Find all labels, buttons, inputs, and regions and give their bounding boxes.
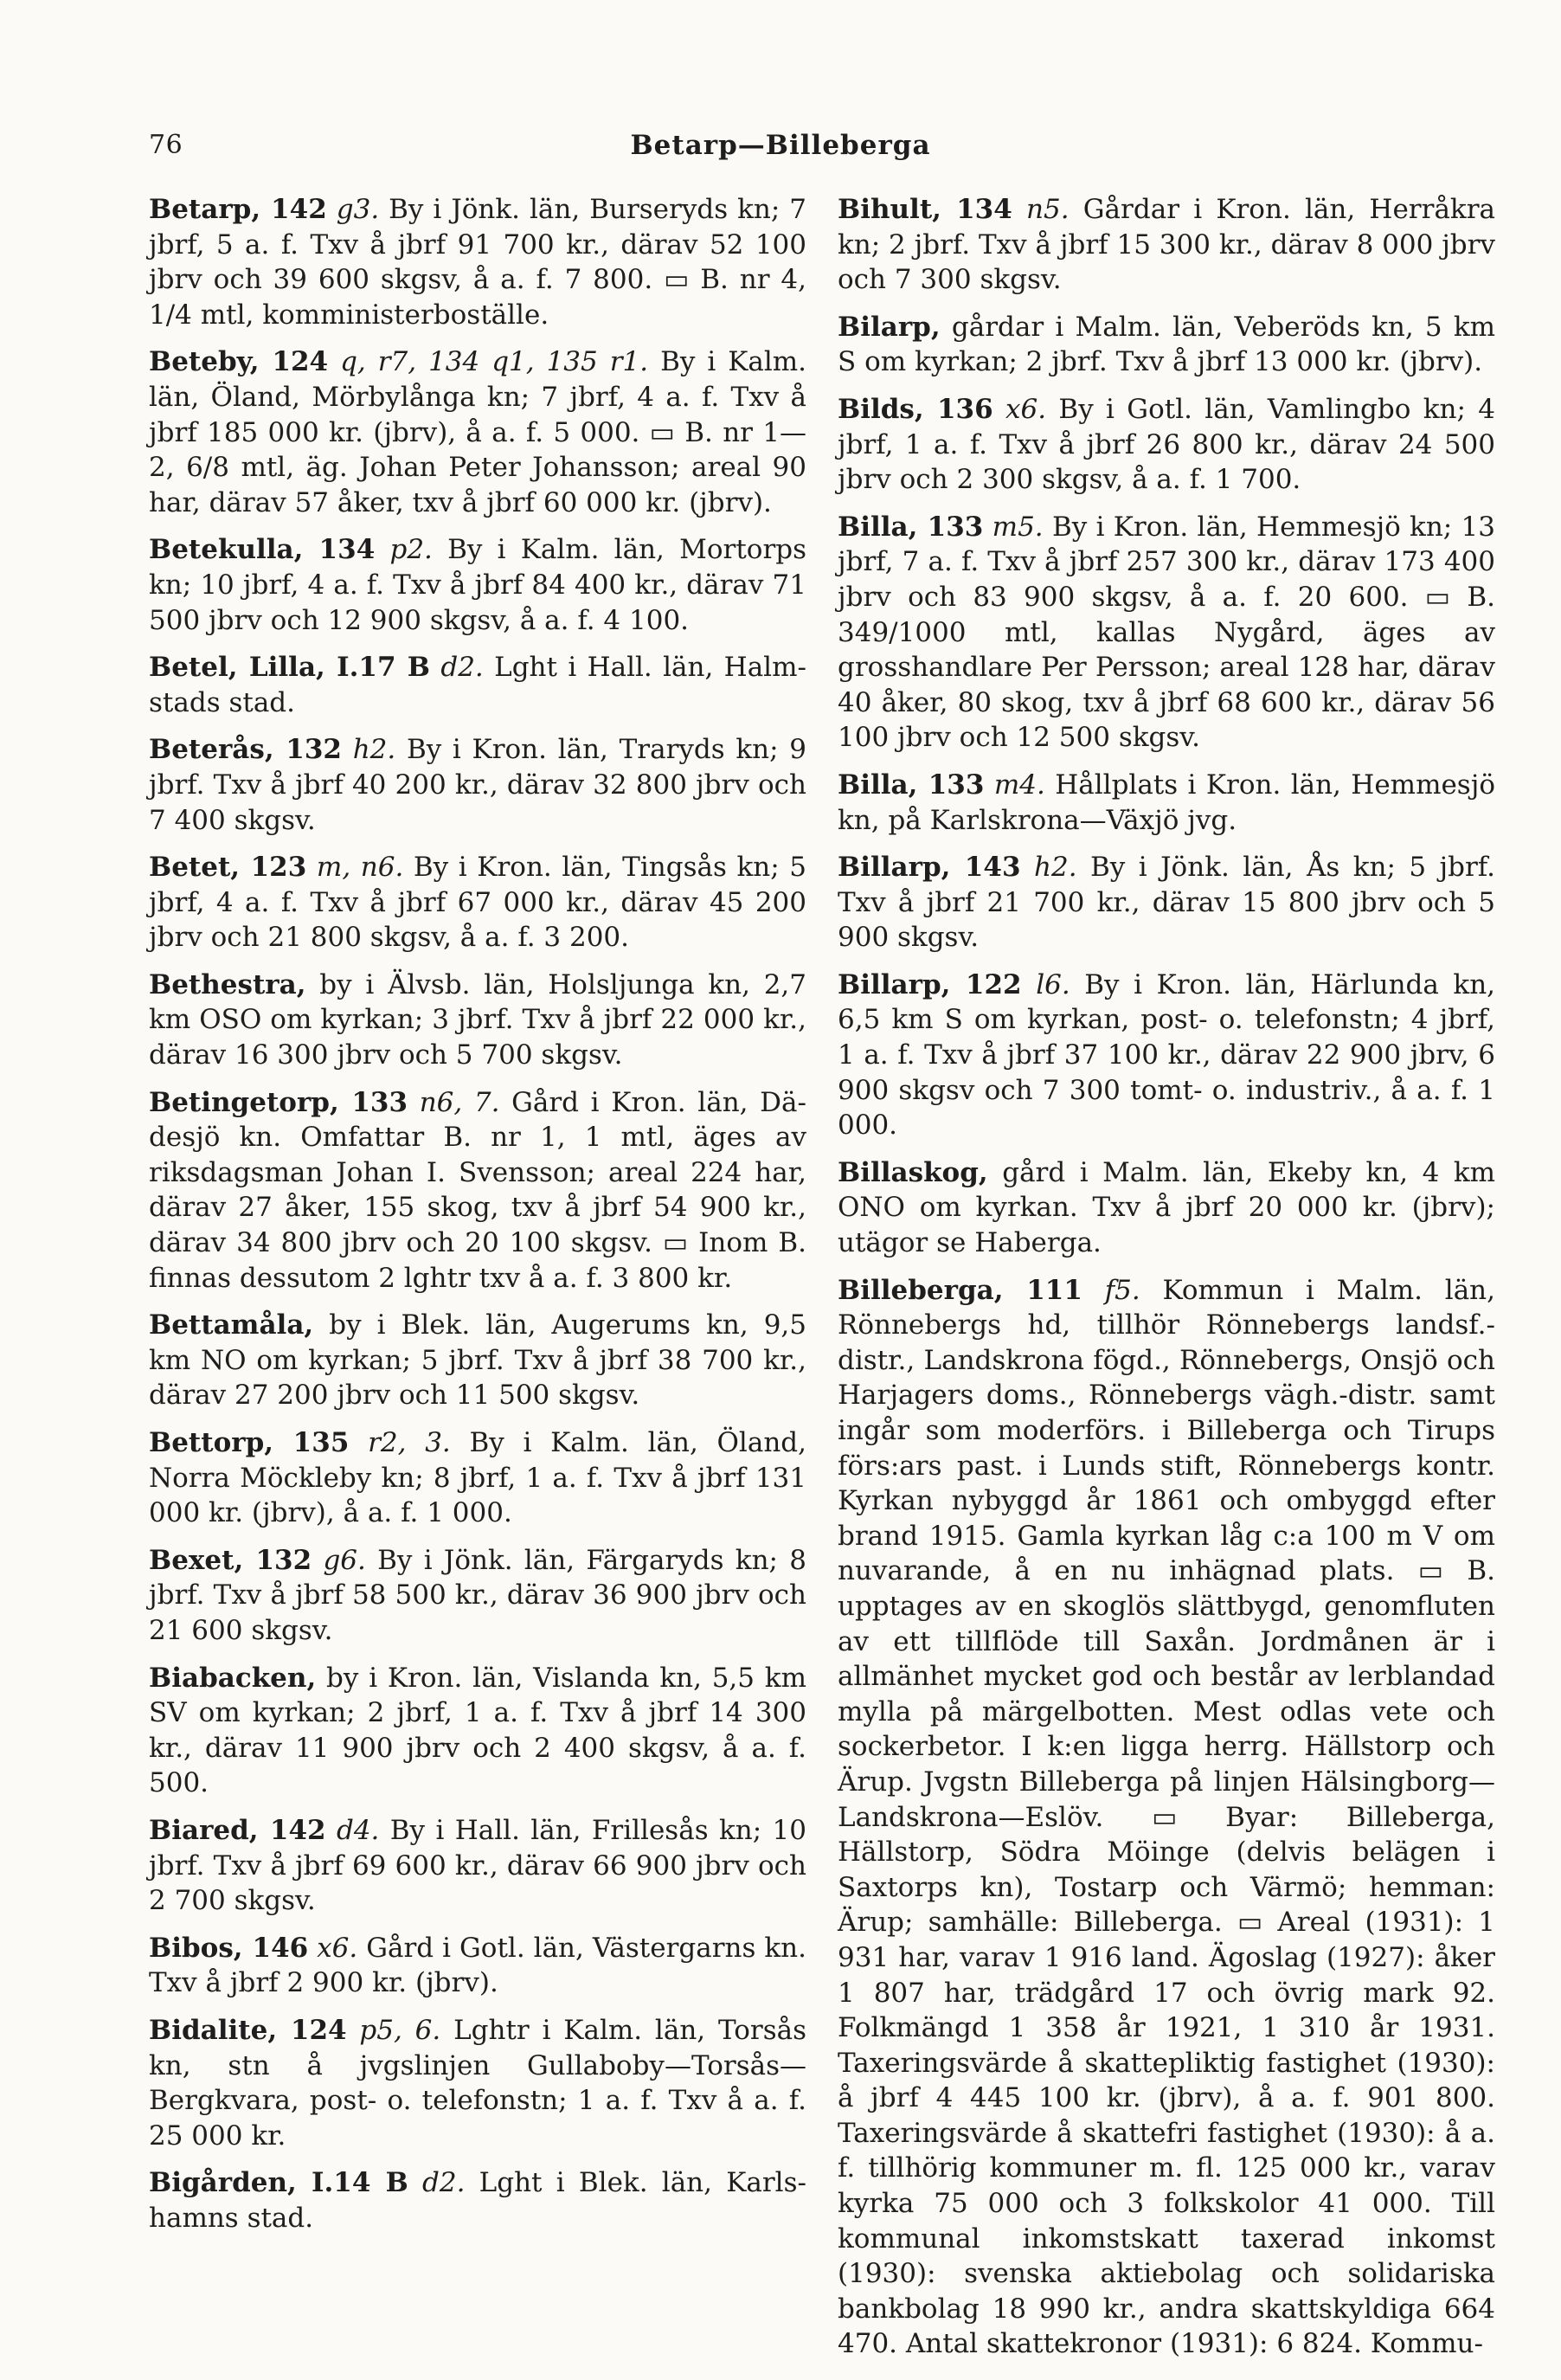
entry-map-reference: x6.	[317, 1932, 358, 1964]
entry-text: By i Jönk. län, Ås kn; 5 jbrf. Txv å jbrf 21 700 kr., därav 15 800 jbrv och 5 900 skgsv.	[838, 852, 1496, 954]
entry-map-reference: f5.	[1104, 1274, 1140, 1306]
dictionary-entry	[838, 968, 1495, 1143]
entry-text: By i Kron. län, Traryds kn; 9 jbrf. Txv å jbrf 40 200 kr., därav 32 800 jbrv och 7 400 skgsv.	[149, 734, 806, 836]
dictionary-entry	[149, 344, 806, 520]
entry-text: By i Kron. län, Hemmesjö kn; 13 jbrf, 7 a. f. Txv å jbrf 257 300 kr., därav 173 400 jbrv och 83 900 skgsv, å a. f. 20 600. ▭ B. 349/1000 mtl, kallas Nygård, äges av grosshandlare Per Persson; areal 128 har, därav 40 åker, 80 skog, txv å jbrf 68 600 kr., därav 56 100 jbrv och 12 500 skgsv.	[838, 511, 1495, 754]
dictionary-entry	[149, 1425, 806, 1531]
entry-map-reference: h2.	[1034, 852, 1077, 884]
dictionary-entry	[149, 532, 806, 638]
entry-text: By i Gotl. län, Vamlingbo kn; 4 jbrf, 1 a. f. Txv å jbrf 26 800 kr., därav 24 500 jbrv och 2 300 skgsv, å a. f. 1 700.	[838, 393, 1496, 496]
entry-headword: Bibos, 146	[149, 1932, 309, 1964]
dictionary-entry	[838, 392, 1495, 498]
entry-headword: Betekulla, 134	[149, 534, 376, 566]
entry-headword: Beteby, 124	[149, 346, 329, 378]
entry-text: Lghtr i Kalm. län, Torsås kn, stn å jvgslinjen Gullaboby—Torsås—Bergkvara, post- o. telefonstn; 1 a. f. Txv å a. f. 25 000 kr.	[149, 2014, 807, 2152]
entry-headword: Billeberga, 111	[838, 1274, 1082, 1306]
entry-headword: Beterås, 132	[149, 734, 342, 766]
entry-text: by i Kron. län, Vislanda kn, 5,5 km SV om kyrkan; 2 jbrf, 1 a. f. Txv å jbrf 14 300 kr., därav 11 900 jbrv och 2 400 skgsv, å a. f. 500.	[149, 1662, 806, 1799]
entry-headword: Bilarp,	[838, 311, 941, 343]
entry-text: gårdar i Malm. län, Veberöds kn, 5 km S om kyrkan; 2 jbrf. Txv å jbrf 13 000 kr. (jbrv).	[838, 311, 1495, 378]
entry-headword: Billarp, 122	[838, 968, 1022, 1000]
entry-text: By i Kalm. län, Öland, Mörbylånga kn; 7 jbrf, 4 a. f. Txv å jbrf 185 000 kr. (jbrv), å a. f. 5 000. ▭ B. nr 1—2, 6/8 mtl, äg. Johan Peter Johansson; areal 90 har, därav 57 åker, txv å jbrf 60 000 kr. (jbrv).	[149, 346, 807, 518]
dictionary-entry	[149, 850, 806, 955]
entry-text: Gårdar i Kron. län, Herråkra kn; 2 jbrf. Txv å jbrf 15 300 kr., därav 8 000 jbrv och 7 300 skgsv.	[838, 194, 1496, 296]
entry-text: by i Blek. län, Augerums kn, 9,5 km NO om kyrkan; 5 jbrf. Txv å jbrf 38 700 kr., därav 27 200 jbrv och 11 500 skgsv.	[149, 1309, 806, 1412]
dictionary-entry	[838, 192, 1495, 298]
dictionary-entry	[149, 1931, 806, 2001]
entry-map-reference: p5, 6.	[359, 2014, 441, 2046]
entry-map-reference: d2.	[440, 652, 484, 684]
entry-map-reference: q, r7, 134 q1, 135 r1.	[340, 346, 649, 378]
dictionary-entry	[149, 2013, 806, 2153]
entry-headword: Bigården, I.14 B	[149, 2167, 408, 2199]
entry-headword: Bettamåla,	[149, 1309, 314, 1341]
entry-headword: Bettorp, 135	[149, 1427, 350, 1458]
entry-headword: Betarp, 142	[149, 194, 327, 225]
entry-text: Gård i Kron. län, Dädesjö kn. Omfattar B. nr 1, 1 mtl, äges av riksdagsman Johan I. Svensson; areal 224 har, därav 27 åker, 155 skog, txv å jbrf 54 900 kr., därav 34 800 jbrv och 20 100 skgsv. ▭ Inom B. finnas dessutom 2 lghtr txv å a. f. 3 800 kr.	[149, 1086, 806, 1294]
entry-text: Kommun i Malm. län, Rönnebergs hd, tillhör Rönnebergs landsf.-distr., Landskrona fögd., Rönnebergs, Onsjö och Harjagers doms., Rönnebergs vägh.-distr. samt ingår som moderförs. i Billeberga och Tirups förs:ars past. i Lunds stift, Rönnebergs kontr. Kyrkan nybyggd år 1861 och ombyggd efter brand 1915. Gamla kyrkan låg c:a 100 m V om nuvarande, å en nu inhägnad plats. ▭ B. upptages av en skoglös slättbygd, genomfluten av ett tillflöde till Saxån. Jordmånen är i allmänhet mycket god och består av lerblandad mylla på märgelbotten. Mest odlas vete och sockerbetor. I k:en ligga herrg. Hällstorp och Ärup. Jvgstn Billeberga på linjen Hälsingborg—Landskrona—Eslöv. ▭ Byar: Billeberga, Hällstorp, Södra Möinge (delvis belägen i Saxtorps kn), Tostarp och Värmö; hemman: Ärup; samhälle: Billeberga. ▭ Areal (1931): 1 931 har, varav 1 916 land. Ägoslag (1927): åker 1 807 har, trädgård 17 och övrig mark 92. Folkmängd 1 358 år 1921, 1 310 år 1931. Taxeringsvärde å skattepliktig fastighet (1930): å jbrf 4 445 100 kr. (jbrv), å a. f. 901 800. Taxeringsvärde å skattefri fastighet (1930): å a. f. tillhörig kommuner m. fl. 125 000 kr., varav kyrka 75 000 och 3 folkskolor 41 000. Till kommunal inkomstskatt taxerad inkomst (1930): svenska aktiebolag och solidariska bankbolag 18 990 kr., andra skattskyldiga 664 470. Antal skattekronor (1931): 6 824. Kommu-	[838, 1274, 1495, 2360]
entry-headword: Bexet, 132	[149, 1544, 312, 1576]
entry-map-reference: g6.	[323, 1544, 366, 1576]
entry-text: gård i Malm. län, Ekeby kn, 4 km ONO om kyrkan. Txv å jbrf 20 000 kr. (jbrv); utägor se Haberga.	[838, 1156, 1495, 1259]
dictionary-entry	[149, 1813, 806, 1919]
entry-map-reference: m5.	[992, 511, 1044, 543]
dictionary-entry	[838, 850, 1495, 955]
entry-text: Lght i Hall. län, Halmstads stad.	[149, 652, 806, 718]
page-number: 76	[149, 130, 183, 160]
entry-text: Hållplats i Kron. län, Hemmesjö kn, på Karlskrona—Växjö jvg.	[838, 769, 1495, 836]
entry-map-reference: g3.	[336, 194, 380, 225]
entry-map-reference: l6.	[1036, 968, 1070, 1000]
entry-map-reference: d4.	[336, 1814, 380, 1846]
entry-text: Lght i Blek. län, Karlshamns stad.	[149, 2167, 806, 2234]
entry-headword: Bethestra,	[149, 968, 306, 1000]
dictionary-entry	[838, 1155, 1495, 1261]
dictionary-entry	[149, 192, 806, 332]
entry-map-reference: d2.	[422, 2167, 466, 2199]
dictionary-entry	[149, 1085, 806, 1296]
dictionary-entry	[838, 310, 1495, 380]
dictionary-entry	[149, 650, 806, 720]
entry-headword: Bidalite, 124	[149, 2014, 347, 2046]
entry-headword: Billa, 133	[838, 769, 985, 801]
entry-text: By i Kalm. län, Öland, Norra Möckleby kn; 8 jbrf, 1 a. f. Txv å jbrf 131 000 kr. (jbrv), å a. f. 1 000.	[149, 1427, 806, 1529]
dictionary-entry	[149, 2165, 806, 2235]
dictionary-entry	[149, 732, 806, 838]
entry-text: by i Älvsb. län, Holsljunga kn, 2,7 km OSO om kyrkan; 3 jbrf. Txv å jbrf 22 000 kr., därav 16 300 jbrv och 5 700 skgsv.	[149, 968, 807, 1071]
entry-headword: Billa, 133	[838, 511, 984, 543]
dictionary-entry	[149, 1543, 806, 1649]
dictionary-entry	[149, 1308, 806, 1413]
entry-text: By i Kron. län, Härlunda kn, 6,5 km S om kyrkan, post- o. telefonstn; 4 jbrf, 1 a. f. Txv å jbrf 37 100 kr., därav 22 900 jbrv, 6 900 skgsv och 7 300 tomt- o. industriv., å a. f. 1 000.	[838, 968, 1496, 1142]
entry-headword: Billarp, 143	[838, 852, 1021, 884]
entry-headword: Betel, Lilla, I.17 B	[149, 652, 431, 684]
entry-map-reference: n6, 7.	[419, 1086, 500, 1118]
entry-map-reference: m, n6.	[316, 852, 404, 884]
entry-headword: Betet, 123	[149, 852, 307, 884]
page-header	[0, 130, 1561, 173]
entry-map-reference: h2.	[352, 734, 396, 766]
entry-headword: Billaskog,	[838, 1156, 988, 1188]
dictionary-entry	[838, 1273, 1495, 2362]
running-title: Betarp—Billeberga	[630, 130, 931, 161]
dictionary-entry	[838, 510, 1495, 756]
entry-headword: Biabacken,	[149, 1662, 317, 1694]
entry-map-reference: m4.	[993, 769, 1045, 801]
entry-map-reference: x6.	[1005, 393, 1047, 425]
entry-text: By i Kron. län, Tingsås kn; 5 jbrf, 4 a. f. Txv å jbrf 67 000 kr., därav 45 200 jbrv och 21 800 skgsv, å a. f. 3 200.	[149, 852, 806, 954]
entry-headword: Bilds, 136	[838, 393, 993, 425]
entry-text: Gård i Gotl. län, Västergarns kn. Txv å jbrf 2 900 kr. (jbrv).	[149, 1932, 806, 1999]
dictionary-entry	[149, 1661, 806, 1801]
entry-text: By i Hall. län, Frillesås kn; 10 jbrf. Txv å jbrf 69 600 kr., därav 66 900 jbrv och 2 700 skgsv.	[149, 1814, 806, 1917]
entry-headword: Bihult, 134	[838, 194, 1012, 225]
entry-text: By i Kalm. län, Mortorps kn; 10 jbrf, 4 a. f. Txv å jbrf 84 400 kr., därav 71 500 jbrv och 12 900 skgsv, å a. f. 4 100.	[149, 534, 807, 636]
entry-map-reference: r2, 3.	[368, 1427, 451, 1458]
dictionary-entry	[838, 768, 1495, 838]
entry-map-reference: n5.	[1026, 194, 1070, 225]
entry-headword: Biared, 142	[149, 1814, 326, 1846]
dictionary-entry	[149, 968, 806, 1073]
right-column	[838, 192, 1495, 2374]
left-column	[149, 192, 806, 2248]
entry-text: By i Jönk. län, Burseryds kn; 7 jbrf, 5 a. f. Txv å jbrf 91 700 kr., därav 52 100 jbrv och 39 600 skgsv, å a. f. 7 800. ▭ B. nr 4, 1/4 mtl, komministerboställe.	[149, 194, 806, 331]
entry-headword: Betingetorp, 133	[149, 1086, 408, 1118]
entry-text: By i Jönk. län, Färgaryds kn; 8 jbrf. Txv å jbrf 58 500 kr., därav 36 900 jbrv och 21 600 skgsv.	[149, 1544, 806, 1646]
entry-map-reference: p2.	[389, 534, 433, 566]
